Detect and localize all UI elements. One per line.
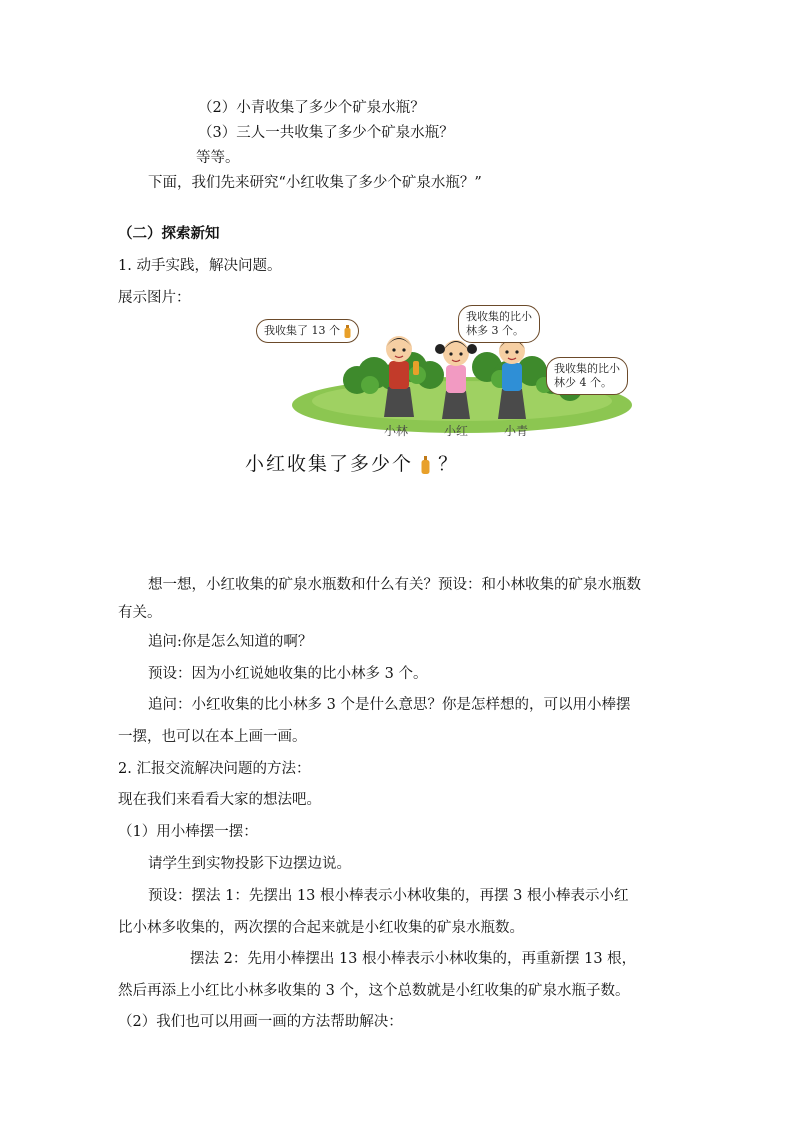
question-2: （2）小青收集了多少个矿泉水瓶？	[198, 100, 425, 116]
method-3-title: （2）我们也可以用画一画的方法帮助解决：	[118, 1014, 403, 1030]
step-1: 1. 动手实践，解决问题。	[118, 258, 282, 274]
picture-question-text: 小红收集了多少个	[245, 453, 414, 475]
section-title: （二）探索新知	[118, 225, 220, 242]
child-qing	[498, 338, 526, 419]
bottle-icon	[421, 456, 430, 474]
question-3: （3）三人一共收集了多少个矿泉水瓶？	[198, 125, 454, 141]
bubble-qing-line2: 林少 4 个。	[554, 376, 612, 389]
method-2-line-b: 然后再添上小红比小林多收集的 3 个，这个总数就是小红收集的矿泉水瓶子数。	[118, 983, 630, 999]
ask-2-line-1: 追问：小红收集的比小林多 3 个是什么意思？你是怎样想的，可以用小棒摆	[148, 697, 631, 713]
label-lin: 小林	[384, 424, 409, 438]
bottle-icon	[344, 325, 351, 338]
speech-bubble-hong	[458, 305, 540, 343]
story-illustration	[252, 305, 648, 443]
picture-question	[245, 450, 459, 478]
speech-bubble-lin	[256, 319, 359, 343]
method-2-line-a: 摆法 2：先用小棒摆出 13 根小棒表示小林收集的，再重新摆 13 根，	[190, 951, 637, 967]
think-line-1: 想一想，小红收集的矿泉水瓶数和什么有关？预设：和小林收集的矿泉水瓶数	[148, 577, 641, 593]
bottle-icon	[413, 361, 419, 375]
method-1-line-b: 比小林多收集的，两次摆的合起来就是小红收集的矿泉水瓶数。	[118, 920, 524, 936]
method-1-demo: 请学生到实物投影下边摆边说。	[148, 856, 351, 872]
think-line-2: 有关。	[118, 605, 162, 621]
picture-question-end: ？	[438, 453, 460, 475]
label-qing: 小青	[504, 424, 529, 438]
method-1-title: （1）用小棒摆一摆：	[118, 824, 258, 840]
step-2: 2. 汇报交流解决问题的方法：	[118, 761, 311, 777]
method-1-line-a: 预设：摆法 1：先摆出 13 根小棒表示小林收集的，再摆 3 根小棒表示小红	[148, 888, 629, 904]
label-hong: 小红	[444, 424, 469, 438]
look-line: 现在我们来看看大家的想法吧。	[118, 792, 321, 808]
ask-2-line-2: 一摆，也可以在本上画一画。	[118, 729, 307, 745]
bubble-qing-line1: 我收集的比小	[554, 362, 620, 375]
preset-1: 预设：因为小红说她收集的比小林多 3 个。	[148, 666, 428, 682]
intro-paragraph: 下面，我们先来研究“小红收集了多少个矿泉水瓶？”	[148, 175, 482, 191]
bubble-hong-line2: 林多 3 个。	[466, 324, 524, 337]
etc-text: 等等。	[196, 150, 240, 166]
ask-1: 追问:你是怎么知道的啊？	[148, 634, 313, 650]
speech-bubble-qing	[546, 357, 628, 395]
bubble-lin-text: 我收集了 13 个	[264, 324, 340, 337]
show-picture-label: 展示图片：	[118, 290, 191, 306]
bubble-hong-line1: 我收集的比小	[466, 310, 532, 323]
